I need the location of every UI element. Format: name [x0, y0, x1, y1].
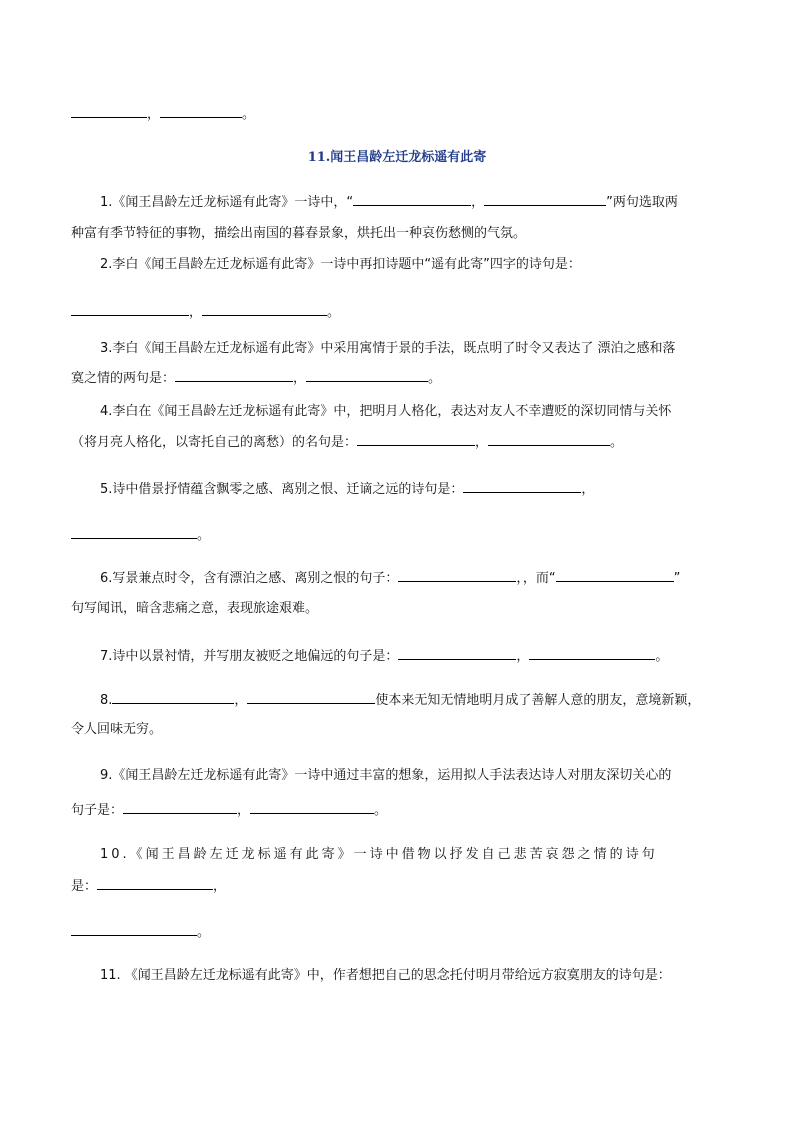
question-5-answer: 。	[71, 525, 210, 545]
blank[interactable]	[175, 368, 293, 382]
question-10-cont: 是： ，	[71, 876, 226, 896]
blank[interactable]	[250, 800, 374, 814]
question-10: 10.《闻王昌龄左迁龙标遥有此寄》一诗中借物以抒发自己悲苦哀怨之情的诗句	[100, 847, 658, 862]
question-5: 5.诗中借景抒情蕴含飘零之感、离别之恨、迁谪之远的诗句是： ，	[100, 479, 594, 499]
blank[interactable]	[247, 690, 375, 704]
question-6-cont: 句写闻讯，暗含悲痛之意，表现旅途艰难。	[71, 601, 319, 616]
blank[interactable]	[556, 568, 674, 582]
blank[interactable]	[71, 302, 189, 316]
blank[interactable]	[529, 646, 655, 660]
question-7: 7.诗中以景衬情，并写朋友被贬之地偏远的句子是： ， 。	[100, 646, 668, 666]
question-8-cont: 令人回味无穷。	[71, 722, 163, 737]
question-4-cont: （将月亮人格化，以寄托自己的离愁）的名句是： ， 。	[71, 432, 623, 452]
question-6: 6.写景兼点时令，含有漂泊之感、离别之恨的句子： ，，而“ ”	[100, 568, 680, 588]
question-8: 8. ， 使本来无知无情地明月成了善解人意的朋友，意境新颖，	[100, 690, 700, 710]
question-1-cont: 种富有季节特征的事物，描绘出南国的暮春景象，烘托出一种哀伤愁恻的气氛。	[71, 226, 527, 241]
blank[interactable]	[97, 876, 213, 890]
blank[interactable]	[488, 432, 610, 446]
carryover-line: ， 。	[71, 104, 255, 124]
blank[interactable]	[123, 800, 237, 814]
blank[interactable]	[353, 192, 471, 206]
blank[interactable]	[71, 525, 197, 539]
blank[interactable]	[398, 646, 516, 660]
question-1: 1.《闻王昌龄左迁龙标遥有此寄》一诗中，“ ， ”两句选取两	[100, 192, 678, 212]
question-4: 4.李白在《闻王昌龄左迁龙标遥有此寄》中，把明月人格化，表达对友人不幸遭贬的深切同情与关怀	[100, 404, 672, 419]
blank[interactable]	[484, 192, 606, 206]
blank[interactable]	[71, 922, 197, 936]
blank[interactable]	[357, 432, 475, 446]
question-2: 2.李白《闻王昌龄左迁龙标遥有此寄》一诗中再扣诗题中“遥有此寄”四字的诗句是：	[100, 257, 581, 272]
blank[interactable]	[202, 302, 327, 316]
question-11: 11. 《闻王昌龄左迁龙标遥有此寄》中，作者想把自己的思念托付明月带给远方寂寞朋友的诗句是：	[100, 968, 671, 983]
question-2-answer: ， 。	[71, 302, 340, 322]
blank[interactable]	[112, 690, 234, 704]
question-9: 9.《闻王昌龄左迁龙标遥有此寄》一诗中通过丰富的想象，运用拟人手法表达诗人对朋友深切关心的	[100, 768, 672, 783]
question-10-answer: 。	[71, 922, 210, 942]
blank[interactable]	[306, 368, 428, 382]
question-9-cont: 句子是： ， 。	[71, 800, 387, 820]
blank[interactable]	[160, 104, 242, 118]
blank[interactable]	[463, 479, 581, 493]
section-title: 11.闻王昌龄左迁龙标遥有此寄	[307, 150, 487, 165]
question-3: 3.李白《闻王昌龄左迁龙标遥有此寄》中采用寓情于景的手法，既点明了时令又表达了 漂泊之感和落	[100, 341, 676, 356]
question-3-cont: 寞之情的两句是： ， 。	[71, 368, 441, 388]
blank[interactable]	[71, 104, 147, 118]
blank[interactable]	[398, 568, 516, 582]
